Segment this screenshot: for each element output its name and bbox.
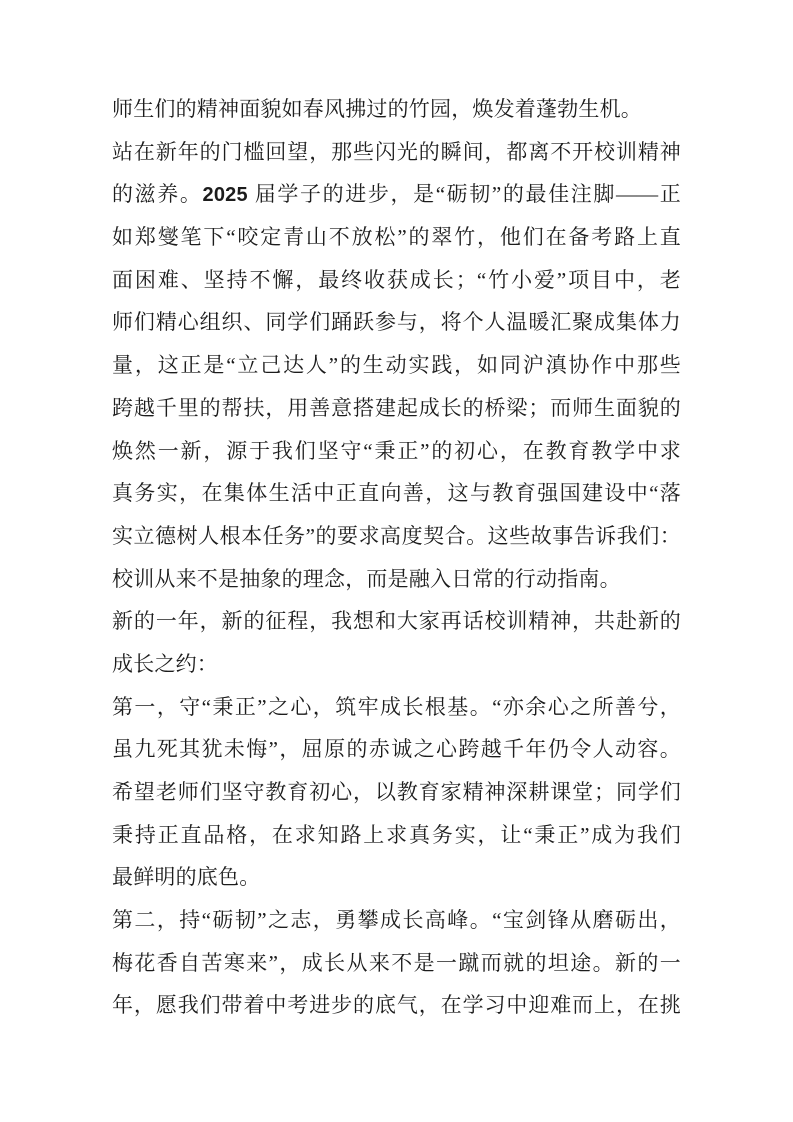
text-line: 量，这正是“立己达人”的生动实践，如同沪滇协作中那些 bbox=[112, 353, 681, 378]
text-line: 跨越千里的帮扶，用善意搭建起成长的桥梁；而师生面貌的 bbox=[112, 395, 681, 420]
text-line: 如郑燮笔下“咬定青山不放松”的翠竹，他们在备考路上直 bbox=[112, 225, 681, 250]
text-line: 第一，守“秉正”之心，筑牢成长根基。“亦余心之所善兮， bbox=[112, 694, 681, 719]
text-line: 成长之约： bbox=[112, 651, 218, 676]
text-line: 校训从来不是抽象的理念，而是融入日常的行动指南。 bbox=[112, 566, 621, 591]
text-line: 焕然一新，源于我们坚守“秉正”的初心，在教育教学中求 bbox=[112, 438, 681, 463]
text-line: 第二，持“砺韧”之志，勇攀成长高峰。“宝剑锋从磨砺出， bbox=[112, 908, 681, 933]
text-line: 年，愿我们带着中考进步的底气，在学习中迎难而上，在挑 bbox=[112, 993, 681, 1018]
text-line: 师们精心组织、同学们踊跃参与，将个人温暖汇聚成集体力 bbox=[112, 310, 681, 335]
text-line: 梅花香自苦寒来”，成长从来不是一蹴而就的坦途。新的一 bbox=[112, 950, 681, 975]
text-line: 虽九死其犹未悔”，屈原的赤诚之心跨越千年仍令人动容。 bbox=[112, 737, 681, 762]
text-line: 师生们的精神面貌如春风拂过的竹园，焕发着蓬勃生机。 bbox=[112, 97, 642, 121]
text-line: 的滋养。2025 届学子的进步，是“砺韧”的最佳注脚——正 bbox=[112, 182, 681, 207]
text-line: 真务实，在集体生活中正直向善，这与教育强国建设中“落 bbox=[112, 481, 681, 506]
document-body bbox=[112, 88, 681, 1027]
text-line: 面困难、坚持不懈，最终收获成长；“竹小爱”项目中，老 bbox=[112, 267, 681, 292]
text-line: 秉持正直品格，在求知路上求真务实，让“秉正”成为我们 bbox=[112, 822, 681, 847]
text-line: 希望老师们坚守教育初心，以教育家精神深耕课堂；同学们 bbox=[112, 780, 681, 804]
text-line: 站在新年的门槛回望，那些闪光的瞬间，都离不开校训精神 bbox=[112, 139, 681, 164]
text-line: 实立德树人根本任务”的要求高度契合。这些故事告诉我们： bbox=[112, 523, 681, 548]
text-line: 新的一年，新的征程，我想和大家再话校训精神，共赴新的 bbox=[112, 609, 681, 634]
text-line: 最鲜明的底色。 bbox=[112, 865, 261, 890]
